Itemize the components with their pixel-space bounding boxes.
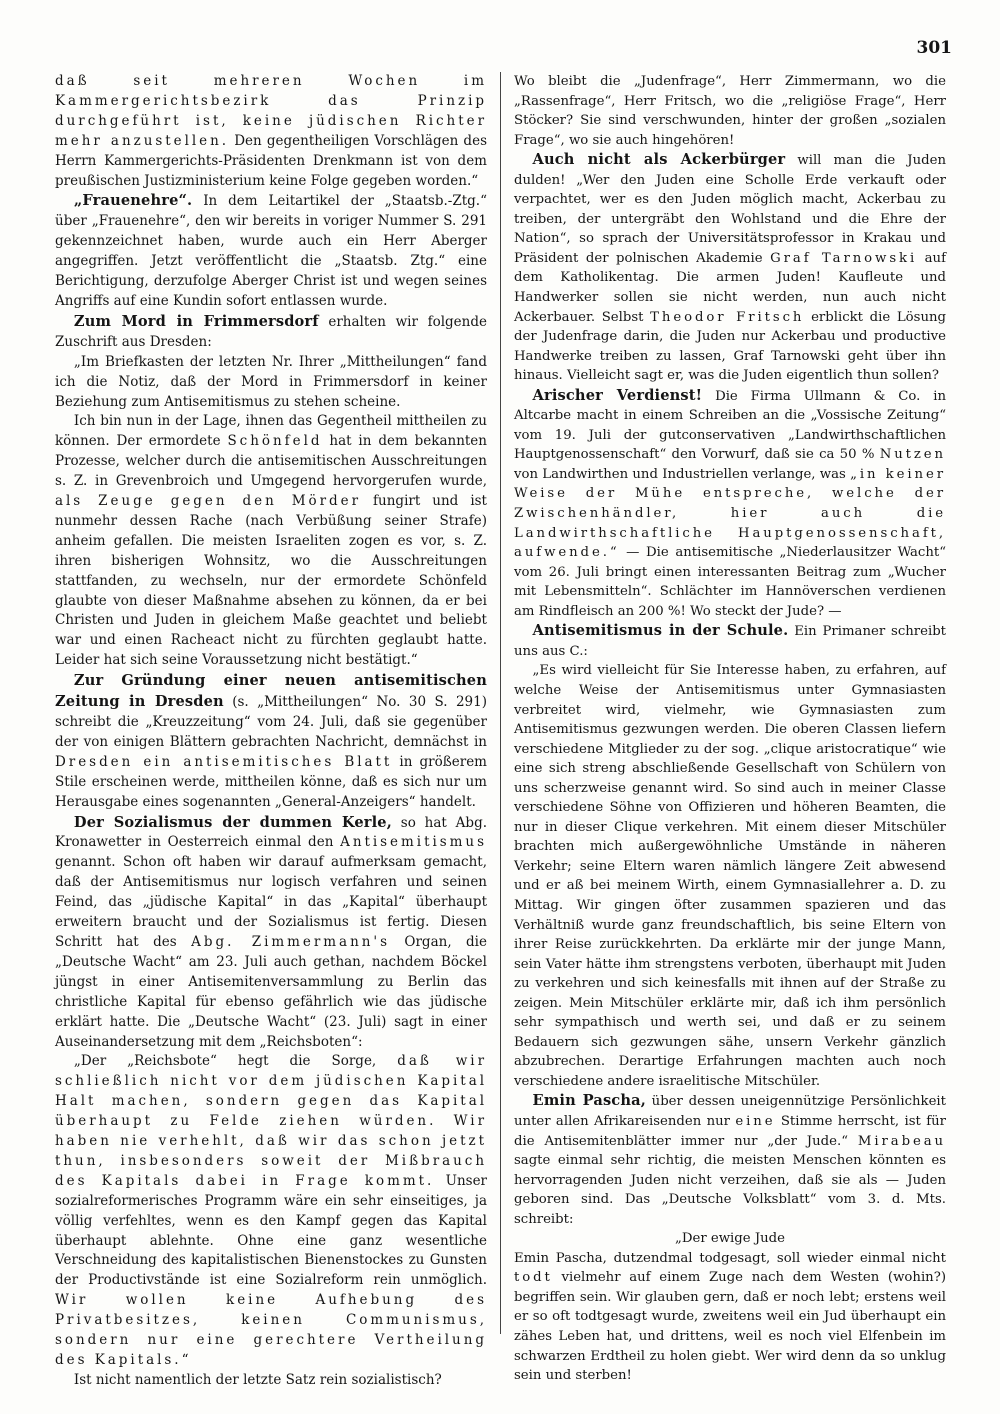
spaced-text: daß seit mehreren Wochen im Kammergerichtsbezirk das Prinzip durchgeführt ist, keine jüdischen Richter mehr anzustellen. [55, 73, 487, 149]
spaced-text: Dresden ein antisemitisches Blatt [55, 753, 393, 770]
article-heading: Zur Gründung einer neuen antisemitischen Zeitung in Dresden [55, 672, 487, 711]
spaced-text: als Zeuge gegen den Mörder [55, 493, 362, 510]
article-frauenehre [55, 191, 487, 311]
spaced-text: Antisemitismus [340, 834, 487, 851]
article-ackerbuerger [514, 150, 946, 386]
spaced-text: todt [514, 1270, 553, 1286]
column-divider [500, 72, 501, 1334]
article-heading: Zum Mord in Frimmersdorf [73, 312, 319, 330]
paragraph [55, 412, 487, 671]
text: Stimme herrscht, ist für die Antisemitenblätter immer nur „der Jude.“ [514, 1113, 946, 1149]
text: erhalten wir folgende Zuschrift aus Dresden: [55, 313, 487, 350]
text: erblickt die Lösung der Judenfrage darin, die Juden nur Ackerbau und productive Handwerke treiben zu lassen, Graf Tarnowski geht über ihn hinaus. Vielleicht sagt er, was die Juden eigentlich thun sollen? [514, 309, 947, 384]
paragraph: „Im Briefkasten der letzten Nr. Ihrer „Mittheilungen“ fand ich die Notiz, daß der Mord in Frimmersdorf in keiner Beziehung zum Antisemitismus zu stehen scheine. [55, 353, 487, 410]
text: Organ, die „Deutsche Wacht“ am 23. Juli auch gethan, nachdem Böckel jüngst in einer Antisemitenversammlung zu Berlin das christliche Kapital für ebenso gefährlich wie das jüdische erklärt hatte. Die „Deutsche Wacht“ (23. Juli) sagt in einer Auseinandersetzung mit dem „Reichsboten“: [55, 933, 487, 1050]
text: — Die antisemitische „Niederlausitzer Wacht“ vom 26. Juli bringt einen interessanten Beitrag zum „Wucher mit Lebensmitteln“. Schlächter im Hannöverschen verdienen am Rindfleisch an 200 %! Wo steckt der Jude? — [514, 545, 946, 619]
article-heading: Antisemitismus in der Schule. [532, 622, 789, 640]
article-heading: Arischer Verdienst! [532, 386, 703, 404]
text: Ich bin nun in der Lage, ihnen das Gegentheil mittheilen zu können. Der ermordete [55, 413, 487, 450]
paragraph [55, 72, 487, 191]
text: In dem Leitartikel der „Staatsb.-Ztg.“ über „Frauenehre“, den wir bereits in voriger Nummer S. 291 gekennzeichnet haben, wurde auch ein Herr Aberger angegriffen. Jetzt veröffentlicht die „Staatsb. Ztg.“ eine Berichtigung, derzufolge Aberger Christ ist und wegen seines Angriffs auf eine Kundin sofort entlassen wurde. [55, 193, 487, 309]
article-mord [55, 312, 487, 353]
text: (s. „Mittheilungen“ No. 30 S. 291) schreibt die „Kreuzzeitung“ vom 24. Juli, daß sie gegenüber der von einigen Blättern gebrachten Nachricht, demnächst in [55, 694, 487, 750]
text: Unser sozialreformerisches Programm wäre ein sehr einseitiges, ja völlig verfehltes, wenn es den Kampf gegen das Kapital überhaupt ablehnte. Ohne eine ganz wesentliche Verschneidung des kapitalistischen Bienenstockes zu Gunsten der Productivstände ist eine Sozialreform rein unmöglich. [55, 1172, 488, 1289]
text: will man die Juden dulden! „Wer den Juden eine Scholle Erde verkauft oder verpachtet, wer es den Juden möglich macht, Ackerbau zu treiben, der untergräbt den Wohlstand und die Ehre der Nation“, so sprach der Universitätsprofessor in Krakau und Präsident der polnischen Akademie [514, 153, 946, 266]
article-heading: Auch nicht als Ackerbürger [532, 151, 786, 169]
article-verdienst [514, 386, 946, 622]
spaced-text: eine [735, 1113, 776, 1129]
left-column [55, 72, 487, 1391]
text: fungirt und ist nunmehr dessen Rache (nach Verbüßung seiner Strafe) anheim gefallen. Die meisten Israeliten zogen es vor, s. Z. ihren bisherigen Wohnsitz, wo die Ausschreitungen stattfanden, zu wechseln, nur der ermordete Schönfeld glaubte von dieser Maßnahme absehen zu können, da er bei Christen und Juden in gleichem Maße geachtet und beliebt war und einen Racheact nicht zu fürchten geglaubt hatte. Leider hat sich seine Voraussetzung nicht bestätigt.“ [55, 493, 487, 669]
text: von Landwirthen und Industriellen verlange, was [514, 466, 851, 482]
text: “ [181, 1352, 189, 1368]
text: vielmehr auf einem Zuge nach dem Westen (wohin?) begriffen sein. Wir glauben gern, daß er noch lebt; erstens weil er so oft todtgesagt wurde, zweitens weil ein Jud überhaupt ein zähes Leben hat, und drittens, weil es noch viel Elfenbein im schwarzen Erdtheil zu holen giebt. Wer wird denn da so unklug sein und sterben! [514, 1270, 946, 1384]
page-number: 301 [916, 38, 952, 58]
spaced-text: Schönfeld [227, 433, 323, 450]
text: auf dem Katholikentag. Die armen Juden! Kaufleute und Handwerker sollen sie nicht werden, nun auch nicht Ackerbauer. Selbst [514, 250, 946, 325]
right-column [514, 72, 946, 1386]
text: Ein Primaner schreibt uns aus C.: [514, 624, 947, 659]
quote-paragraph: „Es wird vielleicht für Sie Interesse haben, zu erfahren, auf welche Weise der Antisemitismus unter Gymnasiasten verbreitet wird, vielmehr, wie Gymnasiasten zum Antisemitismus gezwungen werden. Die oberen Classen liefern verschiedene Mitglieder zu der sog. „clique aristocratique“ wie eine sich streng abschließende Gesellschaft von Schülern von uns scherzweise genannt wird. So sind auch in meiner Classe verschiedene Söhne von Offizieren und höheren Beamten, die nur in dieser Clique verkehren. Mit einem dieser Mitschüler brachten mich außergewöhnliche Umstände in näheren Verkehr; seine Eltern waren nämlich längere Zeit abwesend und er aß bei meinem Wirth, einem Gymnasiallehrer a. D. zu Mittag. Wir gingen öfter zusammen spazieren und das Verhältniß wurde ganz freundschaftlich, bis seine Eltern von ihrer Reise zurückkehrten. Da erklärte mir der junge Mann, sein Vater hätte ihm strengstens verboten, überhaupt mit Juden zu verkehren und sich keinesfalls mit ihnen auf der Straße zu zeigen. Mein Mitschüler erklärte mir, daß ich ihm persönlich sehr sympathisch und werth sei, und daß er zu seinem Bedauern sich gezwungen sähe, unsern Verkehr gänzlich abzubrechen. Derartige Erfahrungen machten auch noch verschiedene andere israelitische Mitschüler. [514, 663, 946, 1089]
text: Den gegentheiligen Vorschlägen des Herrn Kammergerichts-Präsidenten Drenkmann ist von dem preußischen Justizministerium keine Folge gegeben worden.“ [55, 132, 487, 189]
paragraph: Ist nicht namentlich der letzte Satz rein sozialistisch? [73, 1371, 442, 1388]
text: so hat Abg. Kronawetter in Oesterreich einmal den [55, 814, 488, 851]
paragraph: Wo bleibt die „Judenfrage“, Herr Zimmermann, wo die „Rassenfrage“, Herr Fritsch, wo die „religiöse Frage“, Herr Stöcker? Sie sind verschwunden, hinter der großen „sozialen Frage“, wo sie auch hingehören! [514, 74, 946, 148]
text: über dessen uneigennützige Persönlichkeit unter allen Afrikareisenden nur [514, 1094, 946, 1129]
article-emin [514, 1091, 946, 1229]
article-heading: Emin Pascha, [532, 1092, 646, 1110]
quote-title: „Der ewige Jude [675, 1231, 785, 1247]
text: in größerem Stile erscheinen werde, mittheilen könne, daß es sich nur um Herausgabe eines sogenannten „General-Anzeigers“ handelt. [55, 753, 487, 810]
text: Die Firma Ullmann & Co. in Altcarbe macht in einem Schreiben an die „Vossische Zeitung“ vom 19. Juli der gutconservativen „Landwirthschaftlichen Hauptgenossenschaft“ den Vorwurf, daß sie ca 50 % [514, 388, 946, 463]
text: hat in dem bekannten Prozesse, welcher durch die antisemitischen Ausschreitungen s. Z. in Grevenbroich und Umgegend hervorgerufen wurde, [55, 433, 487, 490]
spaced-text: Nutzen [879, 447, 946, 463]
spaced-text: Wir wollen keine Aufhebung des Privatbesitzes, keinen Communismus, sondern nur eine gerechtere Vertheilung des Kapitals. [55, 1292, 487, 1368]
text: genannt. Schon oft haben wir darauf aufmerksam gemacht, daß der Antisemitismus nur logisch verfahren und seinen Feind, das „jüdische Kapital“ in das „Kapital“ überhaupt erweitern braucht und der Sozialismus ist fertig. Diesen Schritt hat des [55, 854, 487, 950]
spaced-text: Graf Tarnowski [770, 250, 918, 266]
text: Emin Pascha, dutzendmal todgesagt, soll wieder einmal nicht [514, 1250, 946, 1266]
article-schule [514, 621, 946, 661]
article-gruendung [55, 671, 487, 812]
spaced-text: Abg. Zimmermann's [191, 933, 390, 950]
article-heading: Der Sozialismus der dummen Kerle, [73, 813, 392, 831]
spaced-text: daß wir schließlich nicht vor dem jüdischen Kapital Halt machen, sondern gegen das Kapital überhaupt zu Felde ziehen würden. Wir haben nie verhehlt, daß wir das schon jetzt thun, insbesonders soweit der Mißbrauch des Kapitals dabei in Frage kommt. [55, 1053, 487, 1189]
spaced-text: Mirabeau [857, 1133, 946, 1149]
spaced-text: „in keiner Weise der Mühe entspreche, welche der Zwischenhändler, hier auch die Landwirthschaftliche Hauptgenossenschaft, aufwende.“ [514, 466, 946, 561]
text: sagte einmal sehr richtig, die meisten Menschen könnten es hervorragenden Juden nicht verzeihen, daß sie als — Juden geboren sind. Das „Deutsche Volksblatt“ vom 3. d. Mts. schreibt: [514, 1153, 946, 1227]
article-sozialismus [55, 813, 487, 1053]
quote-paragraph [514, 1249, 946, 1386]
article-heading: „Frauenehre“. [73, 192, 193, 210]
quote-paragraph [55, 1052, 487, 1371]
spaced-text: Theodor Fritsch [650, 309, 805, 325]
text: „Der „Reichsbote“ hegt die Sorge, [73, 1053, 398, 1070]
